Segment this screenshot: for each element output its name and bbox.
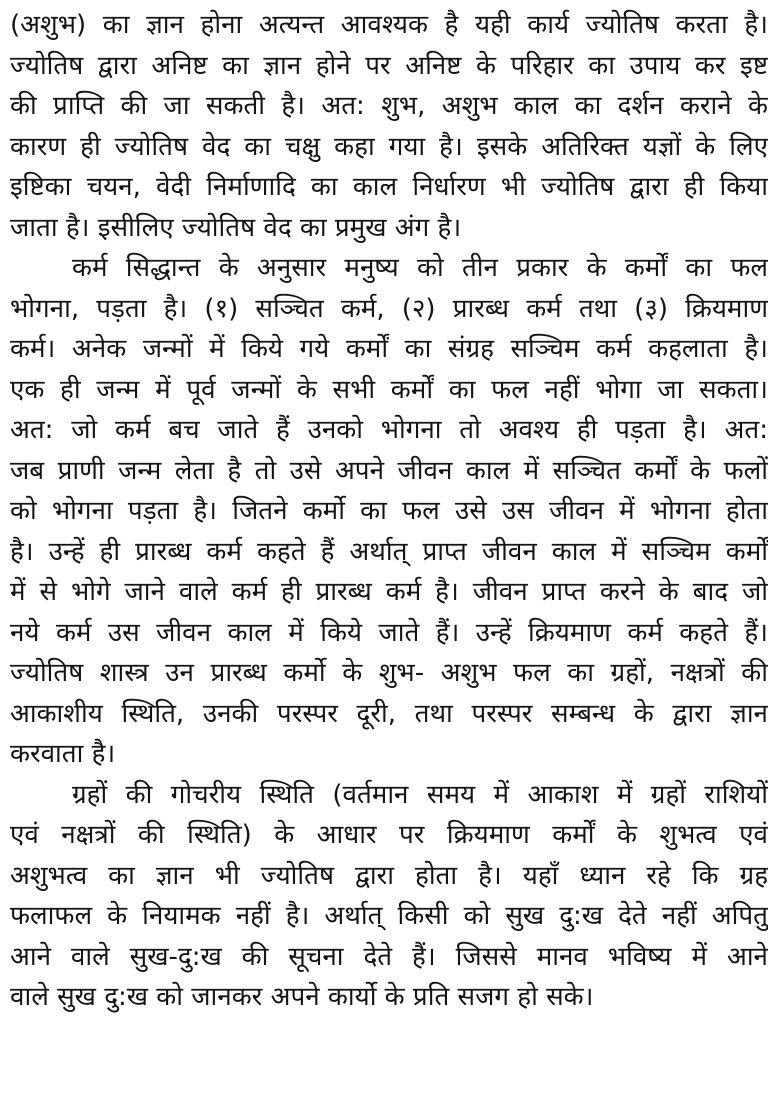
text-line: नये कर्म उस जीवन काल में किये जाते हैं। उन्हें क्रियमाण कर्म कहते हैं।: [10, 617, 768, 648]
document-page: [0, 5, 780, 1113]
text-line: है। उन्हें ही प्रारब्ध कर्म कहते हैं अर्थात् प्राप्त जीवन काल में सञ्चिम कर्मों: [10, 536, 768, 567]
text-line: को भोगना पड़ता है। जितने कर्मो का फल उसे उस जीवन में भोगना होता: [10, 496, 768, 526]
text-line: वाले सुख दु:ख को जानकर अपने कार्यो के प्रति सजग हो सके।: [10, 982, 594, 1012]
text-line: आने वाले सुख-दु:ख की सूचना देते हैं। जिससे मानव भविष्य में आने: [10, 941, 768, 972]
text-line: कर्म। अनेक जन्मों में किये गये कर्मों का संग्रह सञ्चिम कर्म कहलाता है।: [10, 334, 768, 364]
paragraph-karma-theory: [10, 248, 768, 775]
text-line: करवाता है।: [10, 739, 116, 769]
paragraph-planetary-transit: [10, 775, 768, 1018]
text-line: फलाफल के नियामक नहीं है। अर्थात् किसी को सुख दु:ख देते नहीं अपितु: [10, 901, 768, 931]
text-line: कारण ही ज्योतिष वेद का चक्षु कहा गया है। इसके अतिरिक्त यज्ञों के लिए: [10, 131, 768, 162]
text-line: जब प्राणी जन्म लेता है तो उसे अपने जीवन काल में सञ्चित कर्मों के फलों: [10, 455, 768, 486]
text-line: कर्म सिद्धान्त के अनुसार मनुष्य को तीन प्रकार के कर्मों का फल: [72, 253, 768, 283]
text-line: अशुभत्व का ज्ञान भी ज्योतिष द्वारा होता है। यहाँ ध्यान रहे कि ग्रह: [10, 860, 768, 891]
text-line: एवं नक्षत्रों की स्थिति) के आधार पर क्रियमाण कर्मों के शुभत्व एवं: [10, 820, 768, 850]
text-line: जाता है। इसीलिए ज्योतिष वेद का प्रमुख अंग है।: [10, 212, 462, 243]
text-line: अत: जो कर्म बच जाते हैं उनको भोगना तो अवश्य ही पड़ता है। अत:: [10, 415, 768, 445]
text-line: एक ही जन्म में पूर्व जन्मों के सभी कर्मों का फल नहीं भोगा जा सकता।: [10, 374, 768, 405]
text-line: की प्राप्ति की जा सकती है। अत: शुभ, अशुभ काल का दर्शन कराने के: [10, 91, 768, 121]
text-line: में से भोगे जाने वाले कर्म ही प्रारब्ध कर्म है। जीवन प्राप्त करने के बाद जो: [10, 577, 768, 607]
paragraph-astrology-importance: [10, 5, 768, 248]
text-line: भोगना, पड़ता है। (१) सञ्चित कर्म, (२) प्रारब्ध कर्म तथा (३) क्रियमाण: [10, 293, 768, 324]
text-line: (अशुभ) का ज्ञान होना अत्यन्त आवश्यक है यही कार्य ज्योतिष करता है।: [10, 10, 768, 40]
text-line: ज्योतिष द्वारा अनिष्ट का ज्ञान होने पर अनिष्ट के परिहार का उपाय कर इष्ट: [10, 50, 768, 81]
text-line: आकाशीय स्थिति, उनकी परस्पर दूरी, तथा परस्पर सम्बन्ध के द्वारा ज्ञान: [10, 698, 768, 729]
text-line: ग्रहों की गोचरीय स्थिति (वर्तमान समय में आकाश में ग्रहों राशियों: [72, 779, 768, 810]
text-line: ज्योतिष शास्त्र उन प्रारब्ध कर्मो के शुभ- अशुभ फल का ग्रहों, नक्षत्रों की: [10, 658, 768, 688]
text-line: इष्टिका चयन, वेदी निर्माणादि का काल निर्धारण भी ज्योतिष द्वारा ही किया: [10, 172, 768, 202]
